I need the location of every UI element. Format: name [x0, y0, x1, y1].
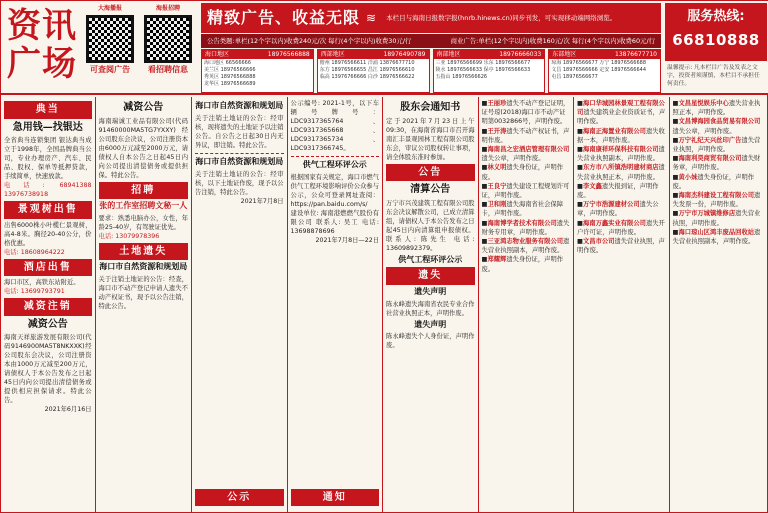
ad-title: 急用钱—找银达 [12, 121, 83, 133]
record-text: 遗失报到证，声明作废。 [577, 182, 659, 200]
record-text: 遗失财务章，声明作废。 [672, 155, 761, 172]
ad-body: 公示编号: 2021-1号，以下车辆号牌号：LDC9317365764、LDC9317365668、LDC9317365734、LDC9317366745。 [290, 100, 380, 152]
record-item: ■文昌市公司遗失营业执照，声明作废。 [577, 238, 665, 255]
record-text: 遗失营业执照，声明作废。 [672, 136, 761, 154]
record-name: 海南康祥环保科技有限公司 [582, 146, 659, 154]
record-text: 遗失营业执照副本，声明作废。 [672, 228, 761, 246]
price-right: 商业广告:单栏(12个字以内)收费160元/次 每行(4个字以内)收费60元/行 [450, 36, 655, 45]
section-tag: 酒店出售 [4, 259, 92, 277]
record-text: 遗失开户许可证，声明作废。 [577, 219, 665, 236]
record-text: 遗失身份证，声明作废。 [481, 164, 564, 181]
record-item: ■海南利昊商贸有限公司遗失财务章，声明作废。 [672, 155, 761, 172]
ad-title: 海口市自然资源和规划局 [99, 262, 188, 272]
record-item: ■卫和刚遗失海南省社会保障卡，声明作废。 [481, 201, 564, 218]
section-tag: 典当 [4, 101, 92, 119]
section-tag: 公告 [386, 164, 475, 182]
hotline-number[interactable]: 66810888 [672, 30, 760, 49]
ad-phone: 电话: 13079978396 [98, 232, 160, 240]
record-name: 海南万鑫实业有限公司 [582, 219, 646, 227]
ad-date: 2021年7月8日 [240, 197, 284, 205]
banner-slogan: 精致广告、收益无限 [207, 8, 361, 28]
ad-title: 股东会通知书 [400, 102, 461, 113]
record-item: ■万宁礼纪天兴丝印广告遗失营业执照，声明作废。 [672, 136, 761, 154]
record-name: 王丽珍 [487, 100, 507, 107]
record-text: 遗失财务专用章，声明作废。 [481, 219, 570, 236]
record-item: ■黄小妹遗失身份证，声明作废。 [672, 173, 755, 190]
notice-text: 温馨提示: 凡本栏目广告及发表之文字，投资者须谨慎，本栏目不承担任何责任。 [667, 65, 760, 87]
record-item: ■海口华城园林景观工程有限公司遗失建筑业企业资质证书，声明作废。 [577, 100, 666, 126]
record-name: 海南正海置业有限公司 [582, 127, 646, 135]
record-text: 遗失营业执照副本，声明作废。 [577, 146, 665, 163]
ad-body: 关于注销土地证的公告：经审核，以下土地证作废，现予以公告注销，特此公告。 [195, 170, 284, 196]
station-phone: 18976490789 [383, 51, 426, 58]
ad-title: 遗失声明 [414, 319, 447, 329]
record-item: ■万宁市浩源建材公司遗失公章，声明作废。 [577, 201, 659, 218]
record-text: 遗失不动产登记证明，证号琼(2018)海口市不动产证明第0032866号，声明作废。 [481, 100, 570, 126]
record-text: 遗失建设工程规划许可证，声明作废。 [481, 182, 570, 200]
record-name: 王开涛 [487, 127, 507, 135]
price-left: 公告类题:单栏(12个字以内)收费240元/次 每行(4个字以内)收费30元/行 [207, 36, 412, 45]
ad-body: 海口市区，高铁东站附近。 [4, 279, 80, 286]
station-row: 五指山 18976566626 [435, 74, 488, 80]
station-row: 东方 18976566655 昌江 18976566610 [319, 67, 415, 73]
record-name: 卫和刚 [487, 201, 507, 209]
station-phone: 13876677710 [615, 51, 657, 58]
section-tag: 招聘 [99, 182, 189, 200]
ad-title: 海口市自然资源和规划局 [195, 156, 284, 166]
ad-body: 海南瑞诚工业品有限公司(代码91460000MA5TG7YXXY)经公司股东会决议，公司注册资本由6000万元减至2000万元，请债权人自本公告之日起45日内向公司提出清偿债务或提供担保。特此公告。 [98, 117, 189, 179]
record-name: 万宁市浩源建材公司 [582, 201, 640, 209]
station-row: 海口地区 66566666 [204, 60, 252, 66]
record-text: 遗失营业执照副本，声明作废。 [481, 238, 570, 255]
ad-phone: 电话: 68941388 13976738918 [4, 182, 92, 198]
section-tag: 通知 [291, 489, 380, 507]
ad-title: 清算公告 [410, 184, 451, 195]
ad-body: 陈永峰遗失个人身份证，声明作废。 [386, 333, 475, 350]
record-text: 遗失营业执照正本，声明作废。 [672, 100, 761, 117]
record-text: 遗失身份证，声明作废。 [481, 256, 564, 273]
record-name: 郑耀辉 [487, 256, 507, 264]
section-tag: 景观树出售 [4, 201, 92, 219]
record-item: ■海南正海置业有限公司遗失收据一本，声明作废。 [577, 127, 665, 144]
ad-body: 要求：熟悉电脑办公，女性，年龄25-40岁，有驾驶证优先。 [98, 214, 189, 231]
qr-block-2 [141, 5, 195, 76]
ad-phone: 电话: 13699793791 [4, 288, 65, 295]
ad-title: 减资公告 [123, 102, 164, 113]
header-banner [201, 3, 661, 33]
record-item: ■海口琼山区鸿丰废品回收站遗失营业执照副本，声明作废。 [672, 228, 761, 246]
column-1 [1, 97, 96, 512]
record-name: 文昌星悦娱乐中心 [678, 100, 729, 107]
qr-subtitle: 看招聘信息 [148, 65, 188, 75]
ad-body: 出售6000株小叶榄仁景观树，高4-8米。胸径20-40公分，价格优惠。 [4, 221, 92, 247]
station-row: 临高 13976766666 白沙 18976566622 [319, 74, 415, 80]
record-name: 海口琼山区鸿丰废品回收站 [678, 228, 755, 236]
record-name: 文昌博海园食品贸易有限公司 [678, 118, 761, 126]
column-3 [192, 97, 288, 512]
record-item: ■万宁市万城镇维修店遗失营业执照，声明作废。 [672, 210, 761, 227]
station-row: 秀英区 18976566888 [204, 74, 256, 80]
record-text: 遗失公章，声明作废。 [481, 155, 545, 163]
section-tag: 遗失 [386, 267, 475, 285]
hotline-box [665, 3, 767, 61]
station-row: 文昌 18976566666 定安 18976566644 [551, 67, 647, 73]
record-item: ■东方市八所镇浩明建材商店遗失营业执照正本，声明作废。 [577, 164, 665, 181]
record-item: ■海南万鑫实业有限公司遗失开户许可证，声明作废。 [577, 219, 665, 236]
price-bar [201, 34, 661, 48]
divider [291, 156, 380, 157]
ad-title: 遗失声明 [414, 286, 447, 296]
record-name: 万宁礼纪天兴丝印广告 [678, 136, 742, 144]
station-row: 屯昌 18976566677 [551, 74, 598, 80]
banner-note: 本栏目与海南日报数字报(hnrb.hinews.cn)同步刊发，可实现移动端网络浏览。 [386, 13, 617, 22]
record-text: 遗失发票一份，声明作废。 [672, 192, 761, 209]
record-item: ■郑耀辉遗失身份证，声明作废。 [481, 256, 564, 273]
ad-body: 定于2021年7月23日上午09:30，在海南省海口市召开海南汇丰景观园林工程有限公司股东会，审议公司股权转让事项，请全体股东准时参加。 [386, 117, 475, 161]
ad-title: 张的工作室招聘文秘一人 [99, 201, 188, 210]
section-tag: 土地遗失 [99, 243, 189, 261]
record-item: ■王开涛遗失不动产权证书，声明作废。 [481, 127, 570, 144]
hotline-label: 服务热线: [687, 9, 745, 24]
record-item: ■海南康祥环保科技有限公司遗失营业执照副本，声明作废。 [577, 146, 665, 163]
record-text: 遗失公章，声明作废。 [577, 201, 659, 218]
column-4 [288, 97, 384, 512]
ad-title: 减资公告 [27, 318, 68, 330]
qr-subtitle: 可查阅广告 [90, 65, 130, 75]
station-phone: 18976566888 [267, 51, 310, 58]
record-text: 遗失公章，声明作废。 [672, 127, 736, 135]
ad-title: 供气工程环评公示 [302, 160, 367, 169]
record-name: 海南博学者技术有限公司 [487, 219, 557, 227]
record-name: 林义明 [487, 164, 507, 172]
record-text: 遗失建筑业企业资质证书，声明作废。 [577, 109, 666, 126]
record-item: ■文昌星悦娱乐中心遗失营业执照正本，声明作废。 [672, 100, 761, 117]
station-row: 三亚 18976566699 乐东 18976566677 [435, 60, 531, 66]
qr-block-1 [83, 5, 137, 76]
ad-body: 关于注销土地证的公告：经审核，现将遗失的土地证予以注销公告。自公告之日起30日内无异议，即注销。特此公告。 [195, 114, 284, 149]
record-item: ■王丽珍遗失不动产登记证明，证号琼(2018)海口市不动产证明第0032866号，声明作废。 [481, 100, 570, 126]
record-text: 遗失营业执照，声明作废。 [672, 210, 761, 227]
station-list [201, 49, 661, 93]
record-name: 海南杰科建设工程有限公司 [678, 192, 755, 200]
ad-contact: 建设单位: 海南港燃燃气股份有限公司 联系人: 吴工 电话: 13698878696 [290, 209, 380, 235]
ad-body: 万宁市兴茂建筑工程有限公司股东会决议解散公司，已成立清算组，请债权人于本公告发布之日起45日内向清算组申报债权。联系人: 陈先生 电话: 13609892379。 [386, 199, 475, 252]
ad-date: 2021年7月8日—22日 [315, 236, 380, 244]
record-item: ■海南昌之宏酒店管理有限公司遗失公章，声明作废。 [481, 146, 570, 163]
record-name: 黄小妹 [678, 173, 698, 181]
section-tag: 减资注销 [4, 298, 92, 316]
record-text: 遗失不动产权证书，声明作废。 [481, 127, 570, 144]
column-2 [96, 97, 193, 512]
column-6 [479, 97, 575, 512]
record-text: 遗失海南省社会保障卡，声明作废。 [481, 201, 564, 218]
station-phone: 18976666033 [499, 51, 542, 58]
station-row: 琼海 18976566677 万宁 18976566688 [551, 60, 647, 66]
ad-title: 海口市自然资源和规划局 [195, 101, 284, 110]
column-7 [574, 97, 670, 512]
record-name: 海口华城园林景观工程有限公司 [577, 100, 665, 117]
station-name: 海口地区 [205, 51, 230, 58]
record-name: 万宁市万城镇维修店 [678, 210, 736, 218]
station-row: 美兰区 18976566666 [204, 67, 256, 73]
station-block [548, 49, 661, 93]
record-item: ■李文鑫遗失报到证，声明作废。 [577, 182, 659, 200]
record-text: 遗失营业执照，声明作废。 [577, 238, 665, 255]
record-item: ■林义明遗失身份证，声明作废。 [481, 164, 564, 181]
record-name: 李文鑫 [582, 182, 602, 190]
ad-title: 供气工程环评公示 [398, 254, 463, 264]
ad-body: 根据国家有关规定，海口市燃气供气工程环境影响评价公众参与公示，公众可登录网址查阅：https://pan.baidu.com/s/ [290, 173, 380, 208]
divider [195, 153, 284, 154]
record-item: ■文昌博海园食品贸易有限公司遗失公章，声明作废。 [672, 118, 761, 135]
ad-body: 关于注销土地证的公告：经查，海口市不动产登记申请人遗失不动产权证书，现予以公告注销，特此公告。 [98, 276, 189, 311]
header [1, 1, 768, 95]
ad-body: 海南天祥旅游发展有限公司(代码9146900MA5T8NKXXK)经公司股东会决议，公司注册资本由1000万元减至200万元，请债权人于本公告发布之日起45日内向公司提出清偿债务或提供相应担保请求。特此公告。 [4, 334, 92, 404]
record-name: 东方市八所镇浩明建材商店 [582, 164, 659, 172]
ad-phone: 电话: 18608964222 [4, 248, 65, 256]
record-name: 文昌市公司 [582, 238, 615, 246]
qr-caption: 大海播报 [97, 5, 122, 12]
station-block [317, 49, 430, 93]
ad-body: 陈永峰遗失海南省农民专业合作社营业执照正本，声明作废。 [386, 300, 475, 317]
station-name: 南部地区 [436, 51, 461, 58]
qr-code-icon[interactable] [86, 15, 134, 63]
brand-title: 资讯广场 [7, 6, 77, 84]
section-tag: 公示 [195, 489, 284, 507]
record-item: ■海南博学者技术有限公司遗失财务专用章，声明作废。 [481, 219, 570, 236]
record-item: ■三亚鸿志物业服务有限公司遗失营业执照副本，声明作废。 [481, 238, 570, 255]
column-5 [383, 97, 479, 512]
record-item: ■王良宁遗失建设工程规划许可证，声明作废。 [481, 182, 570, 200]
column-8 [670, 97, 768, 512]
record-item: ■海南杰科建设工程有限公司遗失发票一份，声明作废。 [672, 192, 761, 209]
qr-code-icon[interactable] [144, 15, 192, 63]
ad-columns [1, 97, 768, 512]
station-block [201, 49, 314, 93]
station-row: 龙华区 18976566689 [204, 81, 256, 87]
station-name: 西部地区 [320, 51, 345, 58]
record-text: 遗失身份证，声明作废。 [672, 173, 755, 190]
record-text: 遗失营业执照正本，声明作废。 [577, 164, 665, 181]
ad-date: 2021年6月16日 [44, 406, 92, 413]
record-text: 遗失收据一本，声明作废。 [577, 127, 665, 144]
station-row: 儋州 18976566611 洋浦 13876677710 [319, 60, 415, 66]
wifi-icon: ≋ [366, 10, 377, 25]
record-name: 王良宁 [487, 182, 507, 190]
ad-body: 全省典当连锁集团 银达典当成立于1998年，全国品牌典当公司，专业办理房产、汽车、民品、股权、保单等抵押贷款，手续简单，快速放款。 [4, 137, 92, 180]
record-name: 三亚鸿志物业服务有限公司 [487, 238, 564, 246]
record-name: 海南昌之宏酒店管理有限公司 [487, 146, 570, 154]
station-block [433, 49, 546, 93]
station-name: 东部地区 [552, 51, 577, 58]
station-row: 陵水 18976566633 保亭 18976566633 [435, 67, 531, 73]
qr-caption: 海报招聘 [155, 5, 180, 12]
record-name: 海南利昊商贸有限公司 [678, 155, 742, 163]
